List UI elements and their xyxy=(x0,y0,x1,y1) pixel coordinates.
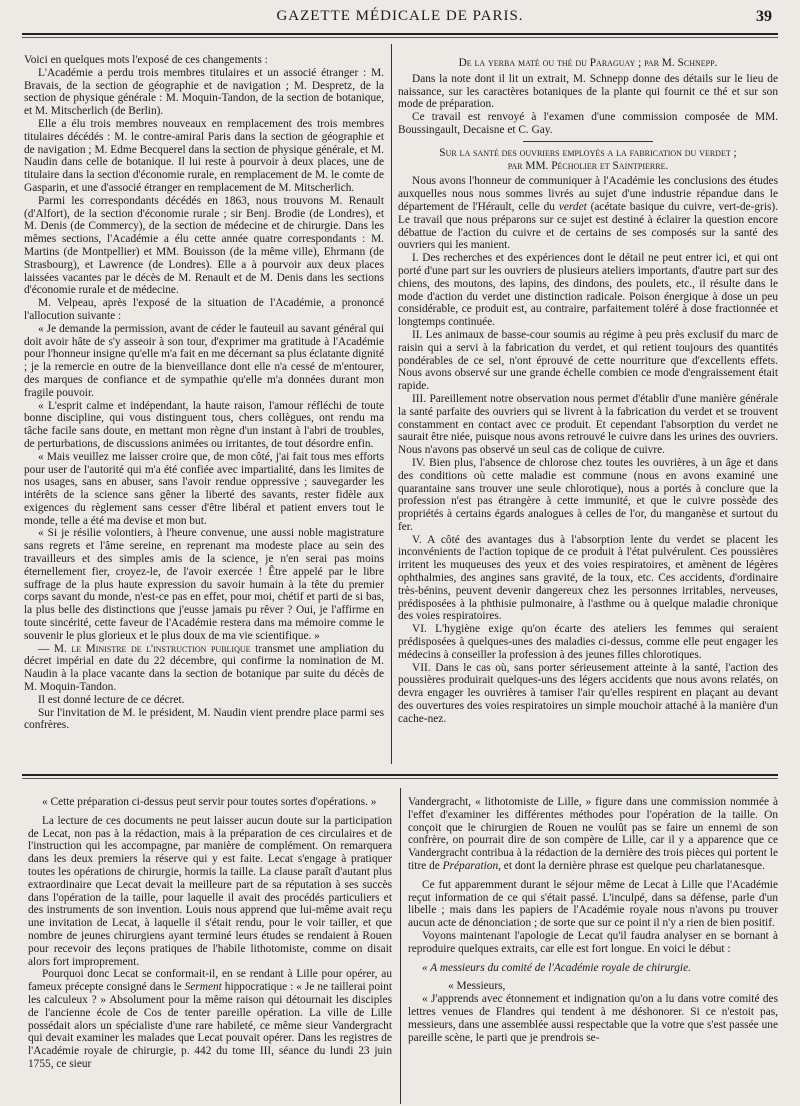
feuilleton-rule xyxy=(22,774,778,776)
paragraph: La lecture de ces documents ne peut laisser aucun doute sur la participation de Lecat, non pas à la rédaction, mais à la préparation de ces circulaires et de l'instruction qui les accompagne, par manière de complément. On remarquera dans les deux premiers la réserve qui y est faite. Lecat s'engage à pratiquer toutes les opérations de chirurgie, hormis la taille. La clause paraît d'autant plus extraordinaire que Lecat devait la meilleure part de sa réputation à ses succès dans l'opération de la taille, pour laquelle il avait des procédés particuliers et des instruments de son invention. Louis nous apprend que lui-même avait reçu une invitation de Lecat, à laquelle il s'était rendu, pour le voir tailler, et que nombre de jeunes chirurgiens ayant terminé leurs études se rendaient à Rouen pour recevoir des leçons pratiques de l'habile lithotomiste, comme on disait alors fort improprement. xyxy=(28,814,392,968)
paragraph: « L'esprit calme et indépendant, la haute raison, l'amour réfléchi de toute bonne discipline, qui vous distinguent tous, chers collègues, ont rendu ma tâche facile sans doute, en mettant mon règne d'un instant à l'abri de troubles, de perturbations, de discussions animées ou irritantes, de tout désordre enfin. xyxy=(24,399,384,450)
italic-term: Préparation xyxy=(442,859,499,872)
feuilleton-rule-thin xyxy=(22,778,778,779)
paragraph: Voyons maintenant l'apologie de Lecat qu'il faudra analyser en se bornant à reproduire quelques extraits, car elle est fort longue. En voici le début : xyxy=(408,929,778,955)
italic-term: verdet xyxy=(558,200,587,213)
paragraph: « J'apprends avec étonnement et indignation qu'on a lu dans votre comité des lettres venues de Flandres qui tendent à me déshonorer. Si ce n'estoit pas, messieurs, dans une assemblée aussi respectable que la votre que s'est passée une pareille scène, le parti que je prendrois se- xyxy=(408,993,778,1044)
paragraph: « Si je résilie volontiers, à l'heure convenue, une aussi noble magistrature sans regrets et l'âme sereine, en reprenant ma modeste place au sein des travailleurs et des simples amis de la science, je n'en serai pas moins éternellement fier, croyez-le, de l'avoir exercée ! Être appelé par le libre suffrage de la plus haute expression du savoir humain à la tête du premier corps savant du monde, n'est-ce pas en effet, pour moi, chétif et parti de si bas, la plus belle des distinctions que j'eusse jamais pu rêver ? Oui, je l'affirme en toute sincérité, cette faveur de l'Académie restera dans ma mémoire comme le souvenir le plus glorieux et le plus doux de ma vie scientifique. » xyxy=(24,527,384,642)
text-run: (acétate basique du cuivre, vert-de-gris). Le travail que nous préparons sur ce sujet est destiné à éclairer la question encore débattue de l'action du cuivre et de certains de ses composés sur la santé des ouvriers qui les manient. xyxy=(398,200,778,252)
paragraph: « Cette préparation ci-dessus peut servir pour toutes sortes d'opérations. » xyxy=(42,796,377,808)
paragraph: Sur l'invitation de M. le président, M. Naudin vient prendre place parmi ses confrères. xyxy=(24,706,384,732)
column-top-left xyxy=(24,54,384,766)
column-divider xyxy=(391,44,392,764)
text-run: Nous avons l'honneur de communiquer à l'Académie les conclusions des études auxquelles nous nous sommes livrés au sujet d'une industrie répandue dans le département de l'Hérault, celle du xyxy=(398,175,778,213)
paragraph: Il est donné lecture de ce décret. xyxy=(38,693,185,706)
paragraph: VII. Dans le cas où, sans porter sérieusement atteinte à la santé, l'action des poussières produirait quelques-uns des légers accidents que nous avons relatés, on devra engager les ouvrières à tamiser l'air qu'elles respirent en plaçant au devant des ouvertures des voies respiratoires un simple mouchoir attaché à la manière d'un cache-nez. xyxy=(398,661,778,725)
paragraph: II. Les animaux de basse-cour soumis au régime à peu près exclusif du marc de raisin qui a servi à la fabrication du verdet, et qui retient toujours des quantités pondérables de ce sel, n'ont éprouvé de cette nourriture que d'excellents effets. Nous avons observé sur une grande échelle combien ce mode d'engraissement était rapide. xyxy=(398,328,778,393)
paragraph: III. Pareillement notre observation nous permet d'établir d'une manière générale la santé parfaite des ouvriers qui se livrent à la fabrication du verdet et se trouvent constamment en contact avec ce produit. Et cependant l'absorption du verdet ne saurait être niée, puisque nous avons retrouvé le cuivre dans les urines des ouvriers. Nous n'avons pas observé un seul cas de colique de cuivre. xyxy=(398,392,778,457)
text-run: hippocratique : « Je ne taillerai point les calculeux ? » Absolument pour la même raison qui détournait les disciples de l'ancienne école de Cos de tenter pareille opération. La ville de Lille possédait alors un spécialiste d'une rare habileté, ce même sieur Vandergracht qui devait examiner les malades que Lecat pouvait opérer. Dans les registres de l'Académie royale de chirurgie, p. 442 du tome III, séance du lundi 23 juin 1755, ce sieur xyxy=(28,981,392,1070)
header-rule xyxy=(22,33,778,35)
paragraph xyxy=(408,796,778,873)
column-bottom-left xyxy=(28,796,392,1102)
paragraph xyxy=(28,968,392,1070)
paragraph: « Mais veuillez me laisser croire que, de mon côté, j'ai fait tous mes efforts pour user de l'autorité qui m'a été confiée avec impartialité, dans les limites de nos usages, sans en abuser, sans l'avoir rendue oppressive ; sauvegarder les intérêts de la science sans gêner la liberté des savants, rester fidèle aux exigences du règlement sans cesser d'être libéral et patient envers tout le monde, telle a été ma devise et mon but. xyxy=(24,450,384,527)
paragraph: Ce fut apparemment durant le séjour même de Lecat à Lille que l'Académie reçut information de ce qui s'était passé. L'inculpé, dans sa défense, parle d'un libelle ; mais dans les papiers de l'Académie royale nous n'avons pu trouver aucun acte de dénonciation ; de sorte que sur ce point il n'y a rien de bien positif. xyxy=(408,878,778,930)
paragraph xyxy=(24,643,384,694)
section-heading: De la yerba maté ou thé du Paraguay ; par M. Schnepp. xyxy=(458,57,718,69)
paragraph: IV. Bien plus, l'absence de chlorose chez toutes les ouvrières, à un âge et dans des conditions où cette maladie est commune (nous en avons examiné une quarantaine sans trouver une seule chlorotique), nous a portés à conclure que la profession n'est pas étrangère à cette immunité, et que le cuivre possède des propriétés à certains égards analogues à celles de l'or, du manganèse et surtout du fer. xyxy=(398,456,778,533)
letter-salutation: « Messieurs, xyxy=(448,980,506,993)
header-rule-thin xyxy=(22,37,778,38)
paragraph: Voici en quelques mots l'exposé de ces changements : xyxy=(24,54,268,66)
paragraph: Elle a élu trois membres nouveaux en remplacement des trois membres titulaires décédés : M. le contre-amiral Paris dans la section de géographie et de navigation ; M. Edme Becquerel dans la section de physique générale, et M. Naudin dans celle de botanique. Il lui reste à pourvoir à deux places, une de titulaire dans la section d'économie rurale, en remplacement de M. le comte de Gasparin, et une d'associé étranger en remplacement de M. Mitscherlich. xyxy=(24,117,384,194)
paragraph: « Je demande la permission, avant de céder le fauteuil au savant général qui doit avoir hâte de s'y asseoir à son tour, d'exprimer ma gratitude à l'Académie pour l'honneur insigne qu'elle m'a fait en me décernant sa plus éclatante dignité ; je la remercie en outre de la bienveillance dont elle n'a cessé de m'entourer, des marques de confiance et de sympathie qu'elle m'a données durant mon fragile pouvoir. xyxy=(24,322,384,399)
page-header xyxy=(22,6,778,32)
short-rule xyxy=(523,141,653,142)
paragraph: I. Des recherches et des expériences dont le détail ne peut entrer ici, et qui ont porté d'une part sur les ouvriers de plusieurs ateliers importants, d'autre part sur des chiens, des moutons, des lapins, des dindons, des poulets, etc., il résulte dans le mode d'action du verdet une distinction radicale. Poison énergique à dose un peu considérable, ce produit est, au contraire, parfaitement toléré à dose fractionnée et longtemps continuée. xyxy=(398,252,778,329)
section-heading: Sur la santé des ouvriers employés a la fabrication du verdet ; xyxy=(439,146,737,159)
column-divider xyxy=(400,788,401,1104)
column-bottom-right xyxy=(408,796,778,1102)
paragraph: Dans la note dont il lit un extrait, M. Schnepp donne des détails sur le lieu de naissance, sur les caractères botaniques de la plante qui fournit ce thé et sur son mode de préparation. xyxy=(398,72,778,111)
italic-term: Serment xyxy=(184,981,222,994)
text-run: Pourquoi donc Lecat se conformait-il, en se rendant à Lille pour opérer, au fameux précepte consigné dans le xyxy=(28,968,392,994)
text-run: , et dont la dernière phrase est quelque peu charlatanesque. xyxy=(498,859,765,872)
paragraph: L'Académie a perdu trois membres titulaires et un associé étranger : M. Bravais, de la section de géographie et de navigation ; M. Despretz, de la section de physique générale : M. Moquin-Tandon, de la section de botanique, et M. Mitscherlich (de Berlin). xyxy=(24,66,384,118)
page-number: 39 xyxy=(756,8,772,25)
paragraph: M. Velpeau, après l'exposé de la situation de l'Académie, a prononcé l'allocution suivante : xyxy=(24,297,384,322)
paragraph: Parmi les correspondants décédés en 1863, nous trouvons M. Renault (d'Alfort), de la section d'économie rurale ; sir Benj. Brodie (de Londres), et M. Denis (de Commercy), de la section de médecine et de chirurgie. Dans les mêmes sections, l'Académie a élu cette année quatre correspondants : M. Martins (de Montpellier) et MM. Bouisson (de la même ville), Ehrmann (de Strasbourg), et Lawrence (de Londres). Elle a à pourvoir aux deux places laissées vacantes par le décès de M. Renault et de M. Denis dans les sections d'économie rurale et de médecine. xyxy=(24,194,384,297)
letter-address: « A messieurs du comité de l'Académie royale de chirurgie. xyxy=(422,961,691,974)
section-heading-authors: par MM. Pécholier et Saintpierre. xyxy=(507,159,669,172)
paragraph xyxy=(398,175,778,252)
minister-title: le Ministre de l'instruction publique xyxy=(71,642,251,655)
text-run: transmet une ampliation du décret impérial en date du 22 décembre, qui confirme la nomination de M. Naudin à la place vacante dans la section de botanique par suite du décès de M. Moquin-Tandon. xyxy=(24,642,384,694)
paragraph: Ce travail est renvoyé à l'examen d'une commission composée de MM. Boussingault, Decaisne et C. Gay. xyxy=(398,111,778,136)
journal-title: GAZETTE MÉDICALE DE PARIS. xyxy=(276,8,524,24)
column-top-right xyxy=(398,54,778,766)
paragraph: VI. L'hygiène exige qu'on écarte des ateliers les femmes qui seraient prédisposées à quelques-unes des maladies ci-dessus, comme elle peut engager les médecins à conseiller la profession à des jeunes filles chlorotiques. xyxy=(398,623,778,661)
text-run: Vandergracht, « lithotomiste de Lille, » figure dans une commission nommée à l'effet d'examiner les différentes méthodes pour l'opération de la taille. On conçoit que le chirurgien de Rouen ne voulût pas se faire un ennemi de son confrère, on pourrait dire de son compère de Lille, car il y a apparence que ce Vandergracht contribua à la rédaction de la dernière des trois pièces qui portent le titre de xyxy=(408,796,778,872)
paragraph: V. A côté des avantages dus à l'absorption lente du verdet se placent les inconvénients de l'action topique de ce produit à l'état pulvérulent. Ces poussières irritent les muqueuses des yeux et des voies respiratoires, et amènent de légères ophthalmies, des angines sans gravité, de la toux, etc. Ces accidents, d'ordinaire très-bénins, peuvent devenir dangereux chez les personnes irritables, nerveuses, prédisposées à la phthisie pulmonaire, à l'asthme ou à quelque maladie chronique des voies respiratoires. xyxy=(398,533,778,623)
text-run: — M. xyxy=(38,642,72,655)
